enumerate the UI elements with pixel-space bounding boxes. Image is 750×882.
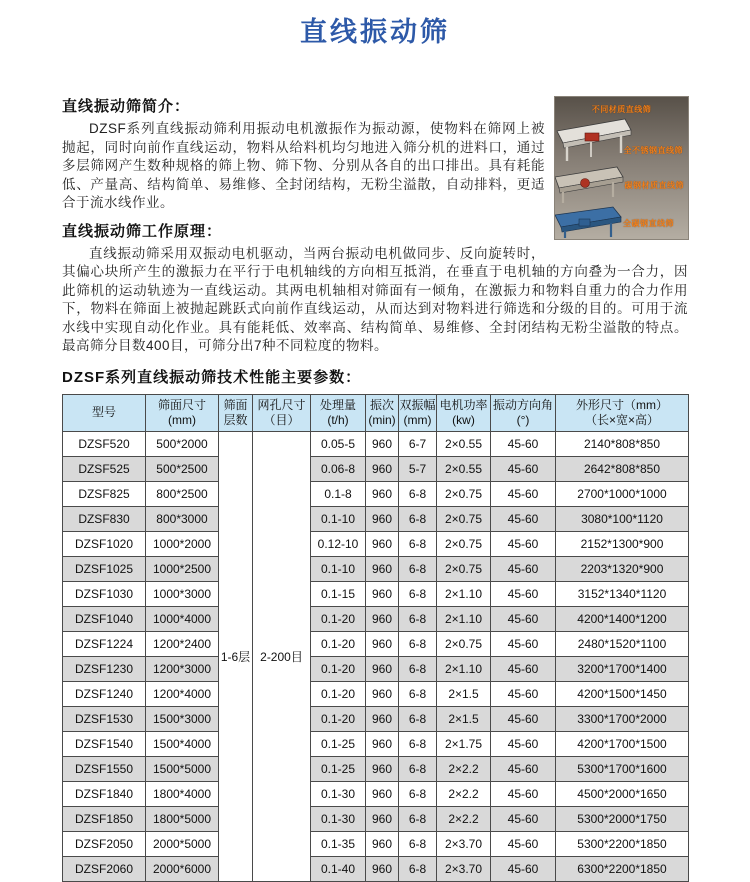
spec-cell: 1000*3000: [146, 581, 219, 606]
spec-cell: 800*3000: [146, 506, 219, 531]
spec-cell: DZSF1020: [63, 531, 146, 556]
spec-cell: 0.05-5: [311, 431, 366, 456]
spec-cell: DZSF1530: [63, 706, 146, 731]
spec-cell: 960: [366, 806, 399, 831]
spec-cell: 6-8: [399, 781, 437, 806]
spec-cell: 45-60: [491, 556, 556, 581]
photo-label-stainless: 全不锈钢直线筛: [623, 146, 683, 155]
spec-cell: 2×1.75: [437, 731, 491, 756]
spec-cell: 6-8: [399, 831, 437, 856]
spec-cell: 45-60: [491, 831, 556, 856]
spec-cell: 6-8: [399, 481, 437, 506]
spec-cell: 45-60: [491, 806, 556, 831]
spec-cell: 45-60: [491, 631, 556, 656]
spec-cell: 960: [366, 481, 399, 506]
spec-cell: 45-60: [491, 656, 556, 681]
spec-cell: 0.1-20: [311, 606, 366, 631]
spec-cell: 6-8: [399, 681, 437, 706]
spec-cell: 2700*1000*1000: [556, 481, 689, 506]
spec-row: [63, 631, 689, 656]
spec-cell: 960: [366, 431, 399, 456]
spec-cell: 1000*2500: [146, 556, 219, 581]
spec-cell: 3300*1700*2000: [556, 706, 689, 731]
spec-cell: 4200*1700*1500: [556, 731, 689, 756]
spec-cell: 45-60: [491, 781, 556, 806]
spec-cell: 960: [366, 606, 399, 631]
spec-cell: 2×1.5: [437, 706, 491, 731]
merged-layers-cell: 1-6层: [219, 431, 253, 881]
spec-cell: 2×3.70: [437, 831, 491, 856]
spec-cell: 45-60: [491, 731, 556, 756]
spec-cell: 960: [366, 556, 399, 581]
spec-cell: 6300*2200*1850: [556, 856, 689, 881]
specs-heading: DZSF系列直线振动筛技术性能主要参数：: [62, 368, 362, 386]
col-overall-dims: 外形尺寸（mm） （长×宽×高）: [556, 394, 689, 431]
spec-cell: 6-7: [399, 431, 437, 456]
spec-row: [63, 781, 689, 806]
col-layers: 筛面 层数: [219, 394, 253, 431]
spec-row: [63, 506, 689, 531]
product-photo: [555, 97, 688, 239]
spec-cell: DZSF2060: [63, 856, 146, 881]
spec-cell: 45-60: [491, 581, 556, 606]
spec-cell: 0.1-40: [311, 856, 366, 881]
spec-cell: 960: [366, 506, 399, 531]
spec-cell: 4200*1400*1200: [556, 606, 689, 631]
spec-cell: DZSF1224: [63, 631, 146, 656]
spec-cell: 45-60: [491, 506, 556, 531]
spec-row: [63, 731, 689, 756]
spec-cell: 6-8: [399, 506, 437, 531]
spec-cell: DZSF520: [63, 431, 146, 456]
spec-cell: 3152*1340*1120: [556, 581, 689, 606]
spec-cell: 960: [366, 631, 399, 656]
spec-cell: 45-60: [491, 481, 556, 506]
spec-cell: 800*2500: [146, 481, 219, 506]
spec-cell: 960: [366, 831, 399, 856]
col-motor-power: 电机功率 (kw): [437, 394, 491, 431]
spec-row: [63, 581, 689, 606]
merged-mesh-cell: 2-200目: [253, 431, 311, 881]
spec-cell: 6-8: [399, 756, 437, 781]
spec-row: [63, 606, 689, 631]
spec-cell: 45-60: [491, 856, 556, 881]
spec-row: [63, 481, 689, 506]
intro-heading: 直线振动筛简介：: [62, 98, 191, 115]
spec-cell: 1800*4000: [146, 781, 219, 806]
spec-cell: 500*2000: [146, 431, 219, 456]
spec-cell: 0.1-20: [311, 706, 366, 731]
spec-row: [63, 756, 689, 781]
spec-cell: 2×2.2: [437, 806, 491, 831]
spec-cell: 2140*808*850: [556, 431, 689, 456]
photo-caption: 不同材质直线筛: [591, 105, 652, 114]
spec-cell: 6-8: [399, 556, 437, 581]
col-model: 型号: [63, 394, 146, 431]
spec-cell: DZSF2050: [63, 831, 146, 856]
spec-cell: 0.1-8: [311, 481, 366, 506]
col-vibration-angle: 振动方向角 (°): [491, 394, 556, 431]
spec-cell: 960: [366, 681, 399, 706]
spec-cell: 0.1-15: [311, 581, 366, 606]
spec-row: [63, 556, 689, 581]
spec-cell: 960: [366, 456, 399, 481]
spec-cell: 3200*1700*1400: [556, 656, 689, 681]
spec-cell: DZSF830: [63, 506, 146, 531]
spec-cell: 2152*1300*900: [556, 531, 689, 556]
col-screen-size: 筛面尺寸 (mm): [146, 394, 219, 431]
spec-cell: 2×0.75: [437, 531, 491, 556]
spec-cell: 45-60: [491, 756, 556, 781]
principle-heading: 直线振动筛工作原理：: [62, 222, 223, 240]
page-title: 直线振动筛: [300, 17, 450, 47]
spec-cell: 5300*2000*1750: [556, 806, 689, 831]
spec-row: [63, 706, 689, 731]
spec-cell: 0.1-30: [311, 806, 366, 831]
spec-cell: 2×0.75: [437, 481, 491, 506]
spec-cell: 0.1-20: [311, 631, 366, 656]
spec-cell: 1200*4000: [146, 681, 219, 706]
spec-cell: 45-60: [491, 431, 556, 456]
spec-cell: 0.12-10: [311, 531, 366, 556]
spec-cell: 0.1-20: [311, 656, 366, 681]
spec-row: [63, 531, 689, 556]
spec-row: [63, 831, 689, 856]
spec-cell: 1000*4000: [146, 606, 219, 631]
spec-cell: 6-8: [399, 631, 437, 656]
spec-cell: 45-60: [491, 531, 556, 556]
spec-cell: 500*2500: [146, 456, 219, 481]
spec-cell: 1500*4000: [146, 731, 219, 756]
spec-cell: 0.1-35: [311, 831, 366, 856]
spec-cell: DZSF1240: [63, 681, 146, 706]
spec-cell: 0.1-25: [311, 756, 366, 781]
spec-cell: DZSF1030: [63, 581, 146, 606]
principle-paragraph: 直线振动筛采用双振动电机驱动，当两台振动电机做同步、反向旋转时，其偏心块所产生的激振力在平行于电机轴线的方向相互抵消，在垂直于电机轴的方向叠为一合力，因此筛机的运动轨迹为一直线运动。其两电机轴相对筛面有一倾角，在激振力和物料自重力的合力作用下，物料在筛面上被抛起跳跃式向前作直线运动，从而达到对物料进行筛选和分级的目的。可用于流水线中实现自动化作业。具有能耗低、效率高、结构简单、易维修、全封闭结构无粉尘溢散的特点。最高筛分目数400目，可筛分出7种不同粒度的物料。: [62, 245, 688, 353]
spec-cell: 6-8: [399, 531, 437, 556]
spec-cell: 960: [366, 781, 399, 806]
specs-table-body: [63, 431, 689, 881]
spec-cell: 2×1.10: [437, 656, 491, 681]
spec-cell: 2203*1320*900: [556, 556, 689, 581]
spec-cell: DZSF1540: [63, 731, 146, 756]
spec-cell: 0.1-25: [311, 731, 366, 756]
spec-cell: 1800*5000: [146, 806, 219, 831]
spec-cell: 2×3.70: [437, 856, 491, 881]
spec-cell: DZSF1840: [63, 781, 146, 806]
spec-cell: DZSF1550: [63, 756, 146, 781]
col-frequency: 振次 (min): [366, 394, 399, 431]
spec-cell: 2×1.5: [437, 681, 491, 706]
spec-cell: 6-8: [399, 656, 437, 681]
spec-cell: 2×2.2: [437, 781, 491, 806]
spec-cell: 2×1.10: [437, 606, 491, 631]
photo-label-all-carbon: 全碳钢直线筛: [623, 219, 674, 228]
spec-cell: 960: [366, 531, 399, 556]
spec-cell: 960: [366, 856, 399, 881]
spec-cell: 5300*2200*1850: [556, 831, 689, 856]
spec-row: [63, 656, 689, 681]
spec-cell: 960: [366, 581, 399, 606]
spec-cell: 5-7: [399, 456, 437, 481]
spec-cell: 6-8: [399, 606, 437, 631]
spec-cell: DZSF525: [63, 456, 146, 481]
spec-cell: 1500*3000: [146, 706, 219, 731]
spec-cell: DZSF1230: [63, 656, 146, 681]
spec-cell: 2×0.75: [437, 631, 491, 656]
spec-cell: 2480*1520*1100: [556, 631, 689, 656]
spec-cell: 1000*2000: [146, 531, 219, 556]
spec-cell: 0.1-30: [311, 781, 366, 806]
spec-cell: DZSF1040: [63, 606, 146, 631]
spec-cell: 6-8: [399, 581, 437, 606]
spec-cell: 6-8: [399, 856, 437, 881]
spec-cell: 960: [366, 731, 399, 756]
spec-cell: 2×0.55: [437, 456, 491, 481]
spec-row: [63, 681, 689, 706]
spec-cell: 45-60: [491, 456, 556, 481]
spec-cell: 6-8: [399, 806, 437, 831]
spec-cell: 960: [366, 756, 399, 781]
spec-cell: 960: [366, 656, 399, 681]
spec-cell: 0.1-10: [311, 506, 366, 531]
spec-cell: 6-8: [399, 731, 437, 756]
spec-cell: 2×0.55: [437, 431, 491, 456]
specs-table: [62, 394, 689, 882]
specs-table-header: [63, 394, 689, 431]
spec-cell: 2×2.2: [437, 756, 491, 781]
spec-cell: 45-60: [491, 606, 556, 631]
col-mesh-size: 网孔尺寸 （目）: [253, 394, 311, 431]
spec-cell: 2×1.10: [437, 581, 491, 606]
spec-cell: 1200*2400: [146, 631, 219, 656]
spec-cell: 2×0.75: [437, 556, 491, 581]
spec-row: [63, 456, 689, 481]
spec-cell: 2000*5000: [146, 831, 219, 856]
spec-cell: 2642*808*850: [556, 456, 689, 481]
spec-cell: 0.1-10: [311, 556, 366, 581]
spec-cell: 2×0.75: [437, 506, 491, 531]
photo-label-carbon-steel: 碳钢材质直线筛: [624, 181, 684, 190]
spec-cell: 45-60: [491, 706, 556, 731]
spec-cell: 4200*1500*1450: [556, 681, 689, 706]
spec-cell: 1500*5000: [146, 756, 219, 781]
spec-cell: 2000*6000: [146, 856, 219, 881]
content: [62, 95, 688, 882]
spec-cell: 0.1-20: [311, 681, 366, 706]
spec-cell: 1200*3000: [146, 656, 219, 681]
spec-cell: 45-60: [491, 681, 556, 706]
spec-cell: 4500*2000*1650: [556, 781, 689, 806]
spec-cell: 960: [366, 706, 399, 731]
intro-paragraph: DZSF系列直线振动筛利用振动电机激振作为振动源，使物料在筛网上被抛起，同时向前作直线运动，物料从给料机均匀地进入筛分机的进料口，通过多层筛网产生数种规格的筛上物、筛下物、分别从各自的出口排出。具有耗能低、产量高、结构简单、易维修、全封闭结构，无粉尘溢散，自动排料，更适合于流水线作业。: [62, 121, 545, 210]
spec-cell: DZSF825: [63, 481, 146, 506]
spec-row: [63, 431, 689, 456]
spec-cell: DZSF1850: [63, 806, 146, 831]
spec-row: [63, 806, 689, 831]
spec-cell: 3080*100*1120: [556, 506, 689, 531]
spec-cell: 5300*1700*1600: [556, 756, 689, 781]
col-amplitude: 双振幅 (mm): [399, 394, 437, 431]
col-capacity: 处理量 (t/h): [311, 394, 366, 431]
spec-row: [63, 856, 689, 881]
spec-cell: DZSF1025: [63, 556, 146, 581]
spec-cell: 0.06-8: [311, 456, 366, 481]
spec-cell: 6-8: [399, 706, 437, 731]
